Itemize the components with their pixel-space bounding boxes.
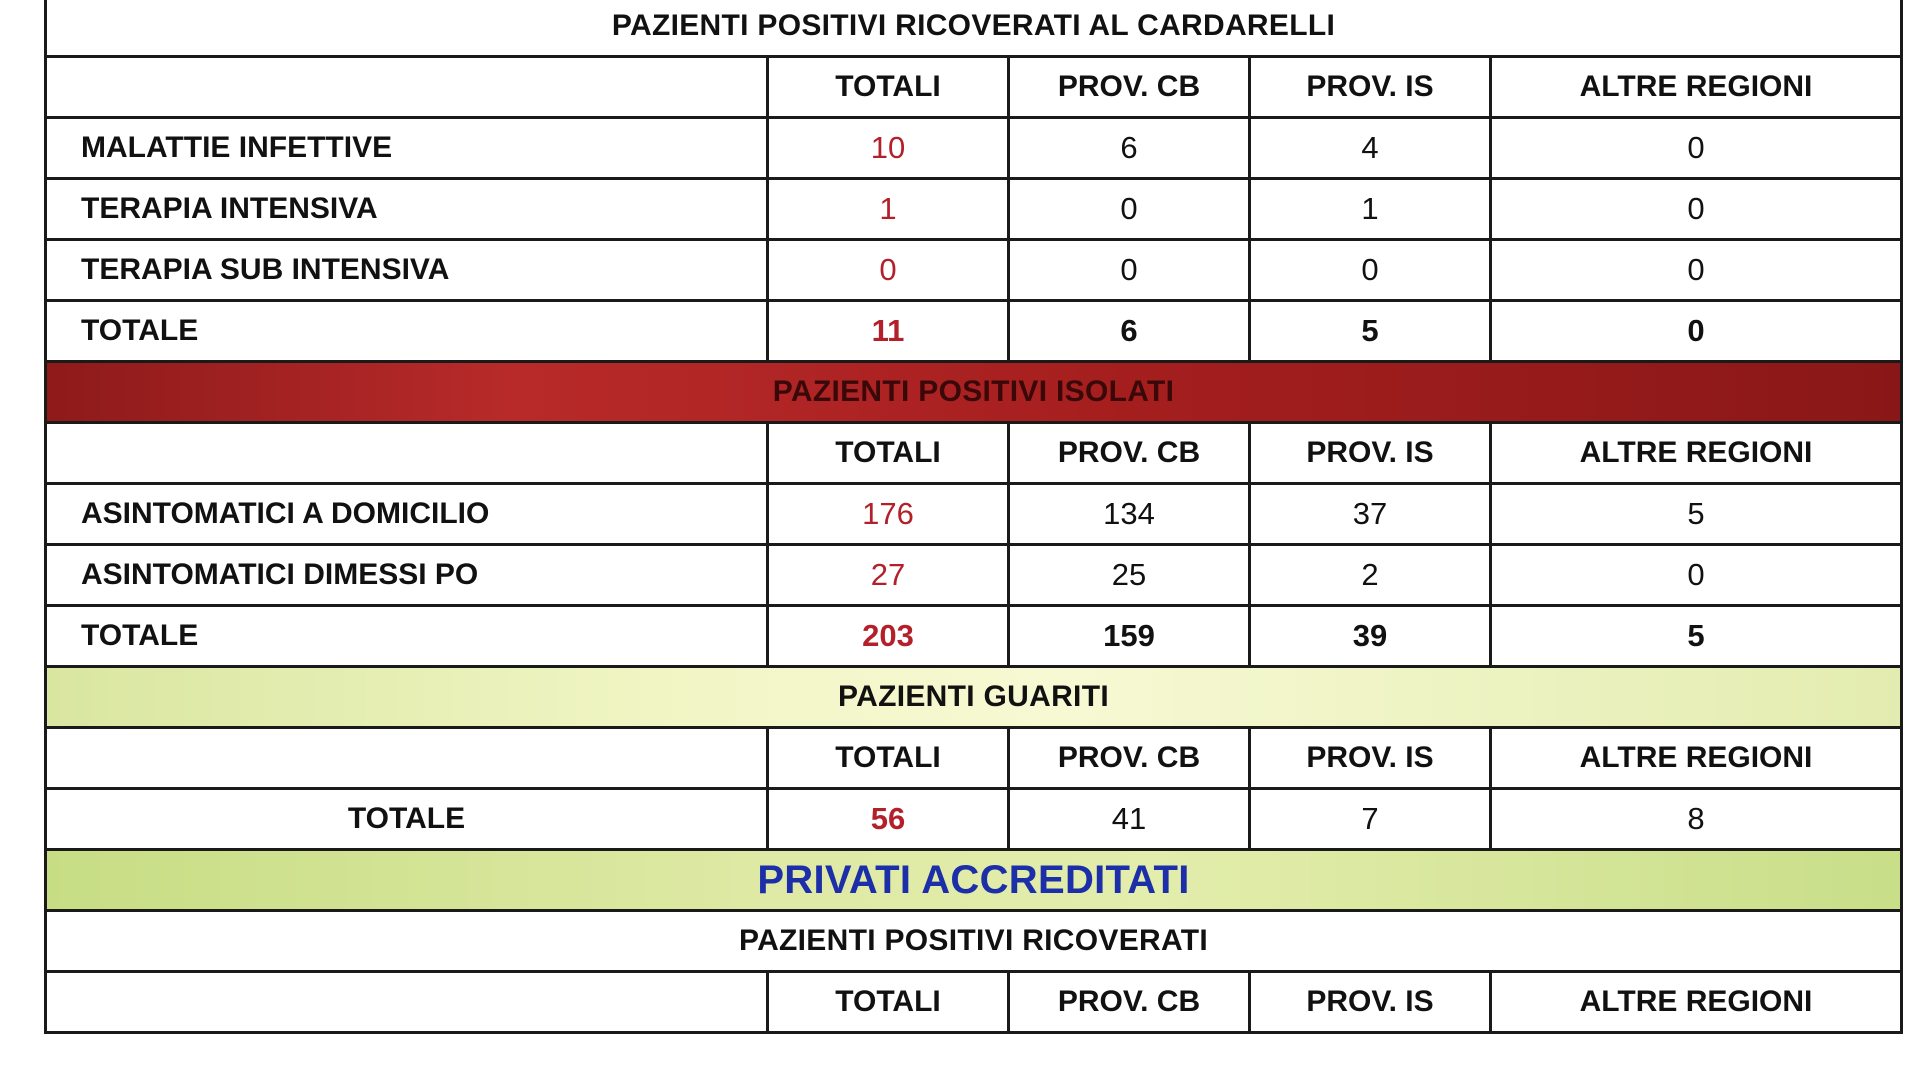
value-prov-cb: 0 bbox=[1009, 179, 1250, 240]
header-empty bbox=[46, 972, 768, 1033]
value-prov-is: 1 bbox=[1250, 179, 1491, 240]
value-prov-is: 2 bbox=[1250, 545, 1491, 606]
value-prov-cb: 25 bbox=[1009, 545, 1250, 606]
value-altre-regioni: 0 bbox=[1491, 240, 1902, 301]
header-altre-regioni: ALTRE REGIONI bbox=[1491, 972, 1902, 1033]
section4-header-row bbox=[46, 972, 1902, 1033]
header-prov-is: PROV. IS bbox=[1250, 728, 1491, 789]
value-prov-is: 5 bbox=[1250, 301, 1491, 362]
header-prov-cb: PROV. CB bbox=[1009, 728, 1250, 789]
section4-subtitle-row bbox=[46, 911, 1902, 972]
header-altre-regioni: ALTRE REGIONI bbox=[1491, 423, 1902, 484]
table-row bbox=[46, 545, 1902, 606]
header-altre-regioni: ALTRE REGIONI bbox=[1491, 728, 1902, 789]
row-label: ASINTOMATICI A DOMICILIO bbox=[46, 484, 768, 545]
section3-header-row bbox=[46, 728, 1902, 789]
value-totali: 1 bbox=[768, 179, 1009, 240]
value-altre-regioni: 8 bbox=[1491, 789, 1902, 850]
value-prov-is: 7 bbox=[1250, 789, 1491, 850]
section1-header-row bbox=[46, 57, 1902, 118]
row-label: TERAPIA SUB INTENSIVA bbox=[46, 240, 768, 301]
section2-header-row bbox=[46, 423, 1902, 484]
row-label: TOTALE bbox=[46, 301, 768, 362]
value-altre-regioni: 0 bbox=[1491, 301, 1902, 362]
total-row bbox=[46, 789, 1902, 850]
row-label: ASINTOMATICI DIMESSI PO bbox=[46, 545, 768, 606]
section4-title: PRIVATI ACCREDITATI bbox=[46, 850, 1902, 911]
value-prov-is: 39 bbox=[1250, 606, 1491, 667]
row-label: MALATTIE INFETTIVE bbox=[46, 118, 768, 179]
section3-title: PAZIENTI GUARITI bbox=[46, 667, 1902, 728]
value-altre-regioni: 5 bbox=[1491, 484, 1902, 545]
value-prov-cb: 134 bbox=[1009, 484, 1250, 545]
value-prov-is: 0 bbox=[1250, 240, 1491, 301]
table-row bbox=[46, 240, 1902, 301]
header-prov-is: PROV. IS bbox=[1250, 972, 1491, 1033]
value-totali: 203 bbox=[768, 606, 1009, 667]
row-label: TOTALE bbox=[46, 606, 768, 667]
header-prov-is: PROV. IS bbox=[1250, 57, 1491, 118]
section4-title-row bbox=[46, 850, 1902, 911]
value-altre-regioni: 0 bbox=[1491, 118, 1902, 179]
header-prov-is: PROV. IS bbox=[1250, 423, 1491, 484]
row-label: TERAPIA INTENSIVA bbox=[46, 179, 768, 240]
value-totali: 11 bbox=[768, 301, 1009, 362]
header-totali: TOTALI bbox=[768, 972, 1009, 1033]
header-empty bbox=[46, 728, 768, 789]
section2-title: PAZIENTI POSITIVI ISOLATI bbox=[46, 362, 1902, 423]
table-row bbox=[46, 118, 1902, 179]
header-empty bbox=[46, 423, 768, 484]
header-totali: TOTALI bbox=[768, 728, 1009, 789]
total-row bbox=[46, 606, 1902, 667]
section2-title-row bbox=[46, 362, 1902, 423]
value-totali: 10 bbox=[768, 118, 1009, 179]
header-empty bbox=[46, 57, 768, 118]
header-prov-cb: PROV. CB bbox=[1009, 972, 1250, 1033]
header-totali: TOTALI bbox=[768, 423, 1009, 484]
value-prov-cb: 41 bbox=[1009, 789, 1250, 850]
section1-title-row bbox=[46, 0, 1902, 57]
header-totali: TOTALI bbox=[768, 57, 1009, 118]
value-altre-regioni: 0 bbox=[1491, 179, 1902, 240]
covid-report-sheet bbox=[44, 0, 1900, 1034]
header-altre-regioni: ALTRE REGIONI bbox=[1491, 57, 1902, 118]
value-totali: 27 bbox=[768, 545, 1009, 606]
table-row bbox=[46, 484, 1902, 545]
row-label: TOTALE bbox=[46, 789, 768, 850]
header-prov-cb: PROV. CB bbox=[1009, 423, 1250, 484]
table-row bbox=[46, 179, 1902, 240]
value-totali: 56 bbox=[768, 789, 1009, 850]
value-prov-is: 4 bbox=[1250, 118, 1491, 179]
header-prov-cb: PROV. CB bbox=[1009, 57, 1250, 118]
value-prov-is: 37 bbox=[1250, 484, 1491, 545]
value-prov-cb: 6 bbox=[1009, 301, 1250, 362]
value-altre-regioni: 0 bbox=[1491, 545, 1902, 606]
section3-title-row bbox=[46, 667, 1902, 728]
value-totali: 0 bbox=[768, 240, 1009, 301]
value-prov-cb: 6 bbox=[1009, 118, 1250, 179]
value-prov-cb: 0 bbox=[1009, 240, 1250, 301]
section1-title: PAZIENTI POSITIVI RICOVERATI AL CARDARELLI bbox=[46, 0, 1902, 57]
total-row bbox=[46, 301, 1902, 362]
value-altre-regioni: 5 bbox=[1491, 606, 1902, 667]
value-totali: 176 bbox=[768, 484, 1009, 545]
value-prov-cb: 159 bbox=[1009, 606, 1250, 667]
report-table bbox=[44, 0, 1903, 1034]
section4-subtitle: PAZIENTI POSITIVI RICOVERATI bbox=[46, 911, 1902, 972]
